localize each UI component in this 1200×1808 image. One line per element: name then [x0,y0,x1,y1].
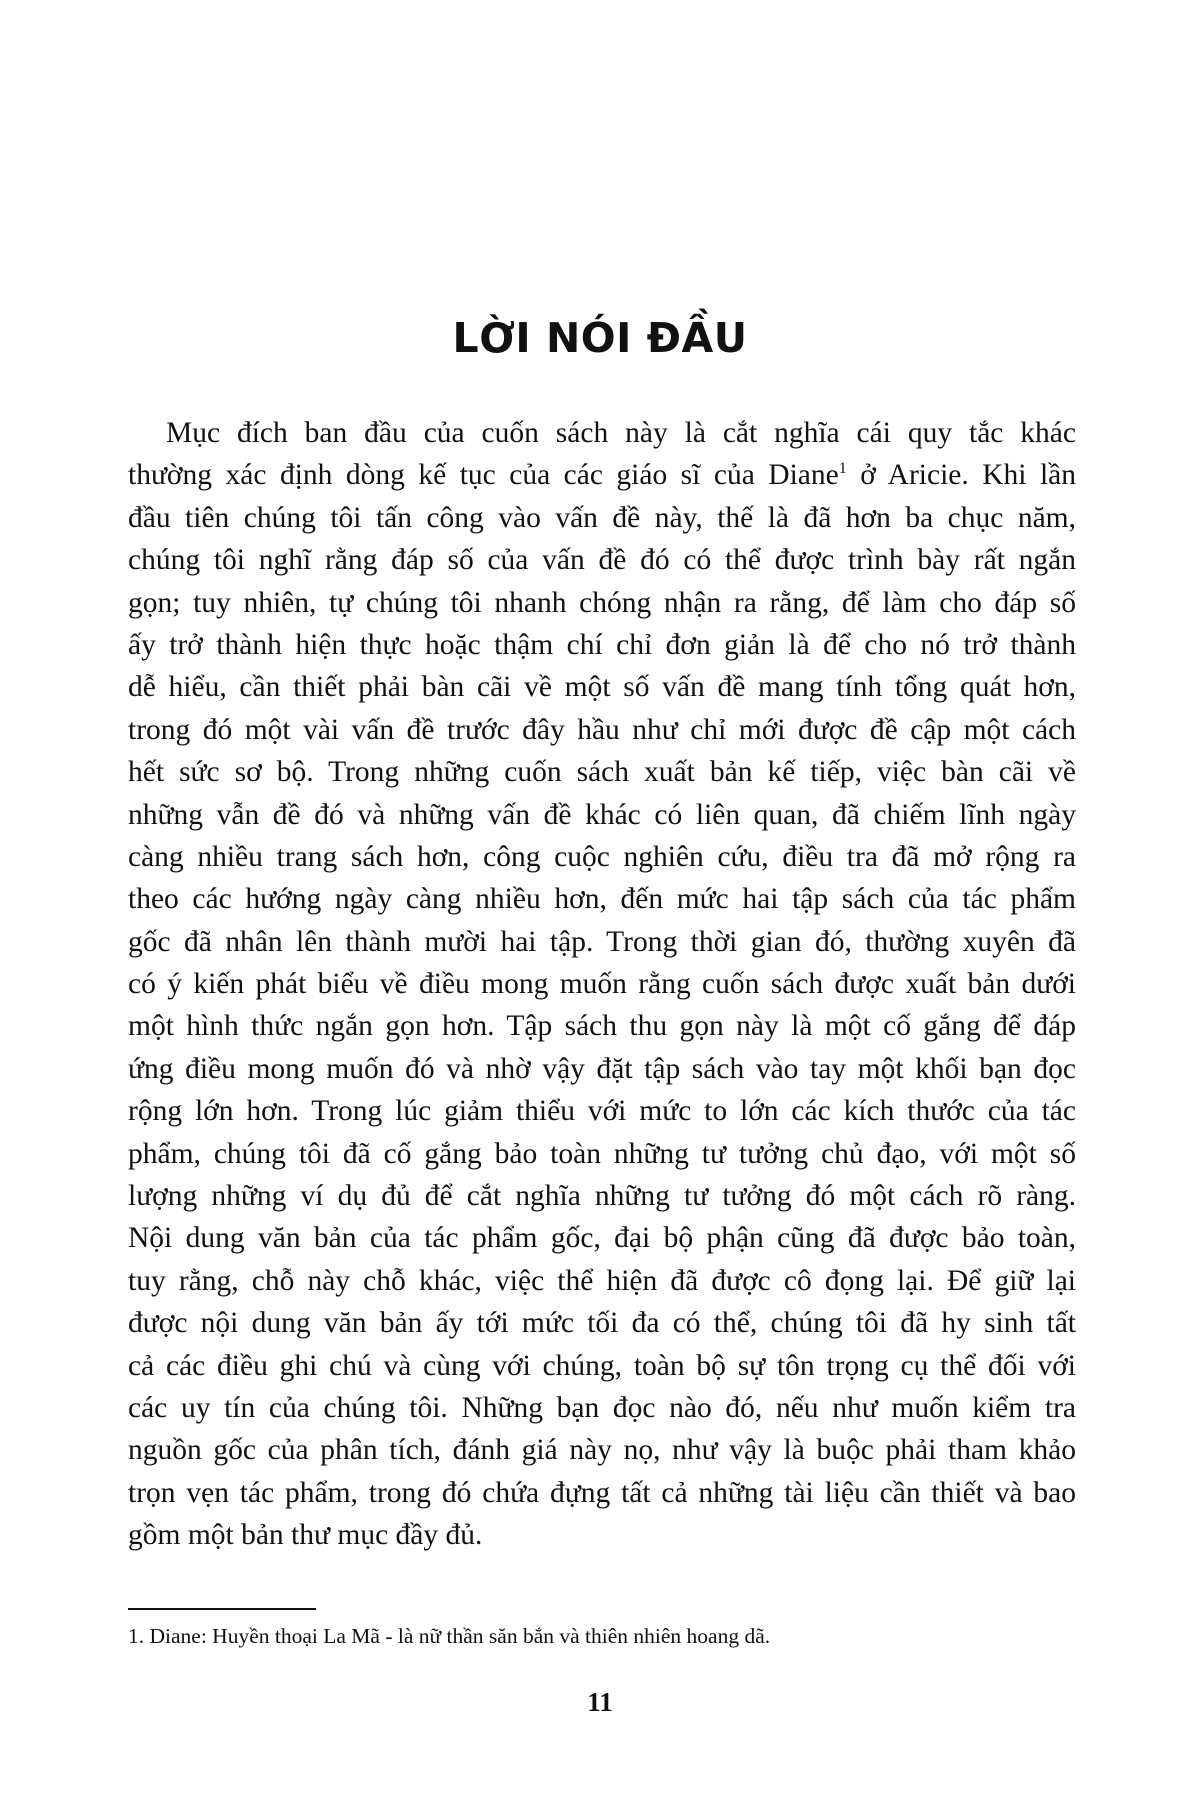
text-line: dễ hiểu, cần thiết phải bàn cãi về một số vấn đề mang tính tổng quát hơn, [128,671,1076,704]
text-line: càng nhiều trang sách hơn, công cuộc nghiên cứu, điều tra đã mở rộng ra [128,840,1076,873]
text-line: gồm một bản thư mục đầy đủ. [128,1519,483,1552]
preface-paragraph [128,412,1076,1557]
text-line: theo các hướng ngày càng nhiều hơn, đến mức hai tập sách của tác phẩm [128,883,1076,916]
text-line: hết sức sơ bộ. Trong những cuốn sách xuất bản kế tiếp, việc bàn cãi về [128,756,1076,789]
text-line: ứng điều mong muốn đó và nhờ vậy đặt tập sách vào tay một khối bạn đọc [128,1052,1076,1085]
text-line: có ý kiến phát biểu về điều mong muốn rằng cuốn sách được xuất bản dưới [128,968,1076,1001]
text-line: được nội dung văn bản ấy tới mức tối đa có thể, chúng tôi đã hy sinh tất [128,1307,1076,1340]
text-line-end: ở Aricie. Khi lần [846,459,1077,492]
footnote-divider [128,1608,316,1610]
text-line: một hình thức ngắn gọn hơn. Tập sách thu gọn này là một cố gắng để đáp [128,1010,1076,1043]
chapter-title: LỜI NÓI ĐẦU [452,314,748,362]
text-line: lượng những ví dụ đủ để cắt nghĩa những tư tưởng đó một cách rõ ràng. [128,1180,1076,1213]
text-line [128,454,1076,496]
text-line: gốc đã nhân lên thành mười hai tập. Trong thời gian đó, thường xuyên đã [128,925,1076,958]
text-line: trong đó một vài vấn đề trước đây hầu như chỉ mới được đề cập một cách [128,713,1076,746]
text-line: đầu tiên chúng tôi tấn công vào vấn đề này, thế là đã hơn ba chục năm, [128,501,1076,534]
text-line: tuy rằng, chỗ này chỗ khác, việc thể hiện đã được cô đọng lại. Để giữ lại [128,1264,1076,1297]
text-line: rộng lớn hơn. Trong lúc giảm thiểu với mức to lớn các kích thước của tác [128,1095,1076,1128]
text-line: những vẫn đề đó và những vấn đề khác có liên quan, đã chiếm lĩnh ngày [128,798,1076,831]
text-line: Mục đích ban đầu của cuốn sách này là cắt nghĩa cái quy tắc khác [166,417,1076,449]
page-number: 11 [587,1687,613,1717]
text-line: chúng tôi nghĩ rằng đáp số của vấn đề đó có thể được trình bày rất ngắn [128,544,1076,577]
text-line: gọn; tuy nhiên, tự chúng tôi nhanh chóng nhận ra rằng, để làm cho đáp số [128,586,1076,619]
text-line-start: thường xác định dòng kế tục của các giáo sĩ của Diane [128,459,839,492]
text-line: cả các điều ghi chú và cùng với chúng, toàn bộ sự tôn trọng cụ thể đối với [128,1349,1076,1382]
text-line: Nội dung văn bản của tác phẩm gốc, đại bộ phận cũng đã được bảo toàn, [128,1222,1076,1255]
text-line: phẩm, chúng tôi đã cố gắng bảo toàn những tư tưởng chủ đạo, với một số [128,1137,1076,1170]
footnote-marker: 1 [838,460,847,478]
text-line: ấy trở thành hiện thực hoặc thậm chí chỉ đơn giản là để cho nó trở thành [128,628,1076,661]
text-line: nguồn gốc của phân tích, đánh giá này nọ, như vậy là buộc phải tham khảo [128,1434,1076,1467]
text-line: trọn vẹn tác phẩm, trong đó chứa đựng tất cả những tài liệu cần thiết và bao [128,1476,1076,1509]
text-line: các uy tín của chúng tôi. Những bạn đọc nào đó, nếu như muốn kiểm tra [128,1391,1076,1424]
footnote: 1. Diane: Huyền thoại La Mã - là nữ thần săn bắn và thiên nhiên hoang dã. [128,1624,771,1648]
